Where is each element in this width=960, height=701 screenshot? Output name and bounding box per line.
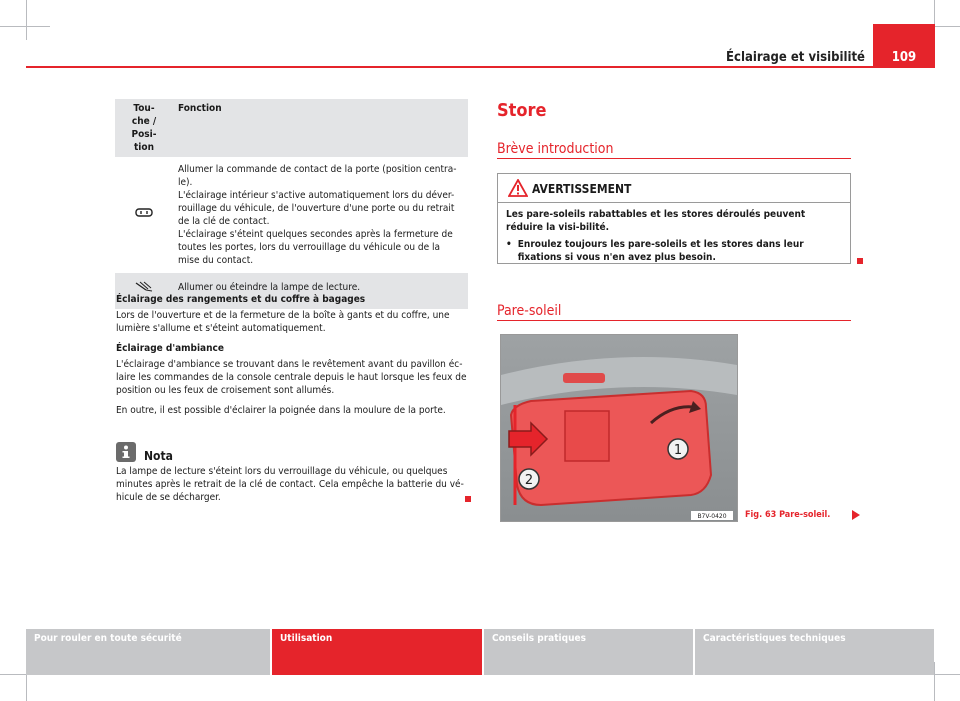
end-marker (465, 496, 471, 502)
table-cell-function: Allumer ou éteindre la lampe de lecture. (173, 273, 468, 309)
table-header-key (115, 99, 173, 157)
figure-code: B7V-0420 (697, 513, 727, 520)
function-table (115, 99, 468, 309)
crop-mark (26, 0, 27, 40)
section-heading: Éclairage des rangements et du coffre à bagages (116, 294, 366, 305)
warning-title: AVERTISSEMENT (532, 182, 632, 196)
footer-tab-advice[interactable] (484, 629, 693, 675)
footer-tab-label: Conseils pratiques (492, 633, 586, 644)
footer-tab-label: Pour rouler en toute sécurité (34, 633, 182, 644)
bullet: • (506, 239, 512, 250)
figure-caption: Fig. 63 Pare-soleil. (745, 510, 831, 520)
warning-header (498, 174, 850, 203)
section-title: Store (497, 100, 547, 121)
subsection-title: Brève introduction (497, 141, 614, 157)
note-box (116, 440, 471, 504)
subsection-rule (497, 158, 851, 159)
footer-tab-label: Utilisation (280, 633, 333, 644)
sun-visor-figure (500, 334, 738, 522)
paragraph: En outre, il est possible d'éclairer la poignée dans la moulure de la porte. (116, 405, 446, 416)
subsection-title: Pare-soleil (497, 303, 562, 319)
paragraph: L'éclairage d'ambiance se trouvant dans le revêtement avant du pavillon éc-laire les commandes de la console centrale depuis le haut lorsque les feux de position ou les feux de croisement sont allumés. (116, 359, 467, 396)
note-text: La lampe de lecture s'éteint lors du verrouillage du véhicule, ou quelques minutes après le retrait de la clé de contact. Cela empêche la batterie du vé-hicule de se décharger. (116, 466, 464, 503)
warning-bullet-item (506, 238, 842, 264)
left-body (116, 293, 471, 424)
paragraph: Lors de l'ouverture et de la fermeture de la boîte à gants et du coffre, une lumière s'allume et s'éteint automatiquement. (116, 310, 450, 334)
table-row (115, 157, 468, 273)
warning-body (506, 208, 842, 264)
door-contact-icon (115, 157, 173, 273)
warning-box (497, 173, 851, 264)
section-heading: Éclairage d'ambiance (116, 343, 224, 354)
crop-mark (934, 662, 935, 701)
header-rule (26, 66, 934, 68)
footer-tab-operation[interactable] (272, 629, 482, 675)
page-number: 109 (891, 50, 917, 65)
subsection-rule (497, 320, 851, 321)
info-icon (116, 442, 136, 462)
table-header-function: Fonction (173, 99, 468, 157)
chapter-title: Éclairage et visibilité (726, 50, 865, 65)
table-header-row (115, 99, 468, 157)
warning-text: Les pare-soleils rabattables et les stores déroulés peuvent réduire la visi-bilité. (506, 209, 806, 233)
figure-label-1: 1 (673, 443, 683, 458)
continue-arrow-icon (852, 510, 860, 520)
footer-tab-label: Caractéristiques techniques (703, 633, 846, 644)
crop-mark (0, 26, 50, 27)
footer-tab-safety[interactable] (26, 629, 270, 675)
sun-visor-illustration (501, 335, 737, 521)
footer-tab-technical[interactable] (695, 629, 934, 675)
table-cell-function: Allumer la commande de contact de la porte (position centra-le). L'éclairage intérieur s'active automatiquement lors du déver-rouillage du véhicule, de l'ouverture d'une porte ou du retrait de la clé de contact. L'éclairage s'éteint quelques secondes après la fermeture de toutes les portes, lors du verrouillage du véhicule ou de la mise du contact. (173, 157, 468, 273)
note-title: Nota (144, 449, 173, 463)
warning-icon (508, 179, 528, 197)
figure-label-2: 2 (524, 473, 534, 488)
table-header-key-label: Tou- che / Posi- tion (131, 103, 157, 153)
warning-text: Enroulez toujours les pare-soleils et les stores dans leur fixations si vous n'en avez plus besoin. (517, 239, 804, 263)
end-marker (857, 258, 863, 264)
